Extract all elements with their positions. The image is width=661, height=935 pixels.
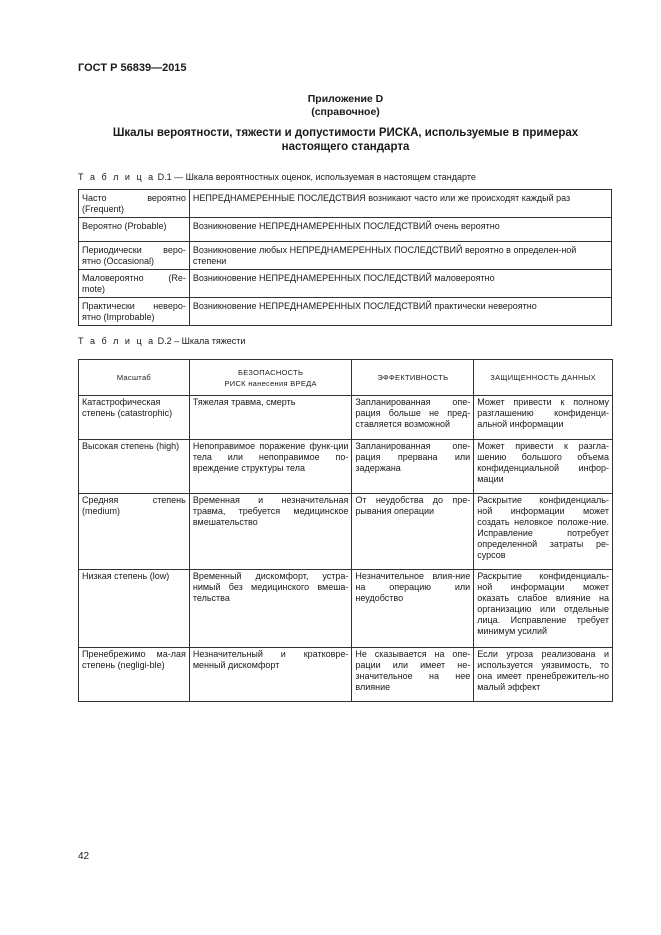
table2-caption-label: Т а б л и ц а [78, 336, 156, 346]
safety-cell: Непоправимое поражение функ-ции тела или непоправимое по-вреждение структуры тела [189, 440, 352, 494]
efficiency-cell: Незначительное влия-ние на операцию или неудобство [352, 570, 474, 648]
annex-label: Приложение D [307, 93, 384, 105]
annex-heading [78, 93, 613, 119]
column-header-safety-subtitle: РИСК нанесения ВРЕДА [224, 378, 317, 388]
page-number: 42 [78, 851, 90, 862]
table1-caption-label: Т а б л и ц а [78, 172, 156, 182]
severity-scale-table [78, 359, 613, 702]
table2-caption-text: D.2 – Шкала тяжести [157, 336, 246, 346]
section-title-line2: настоящего стандарта [281, 141, 410, 153]
safety-cell: Незначительный и кратковре-менный дискомфорт [189, 648, 352, 702]
column-header-scale: Масштаб [79, 360, 190, 396]
efficiency-cell: Запланированная опе-рация больше не пред-ставляется возможной [352, 396, 474, 440]
probability-description: НЕПРЕДНАМЕРЕННЫЕ ПОСЛЕДСТВИЯ возникают часто или же происходят каждый раз [189, 190, 611, 218]
data-protection-cell: Раскрытие конфиденциаль-ной информации может оказать слабое влияние на организацию или отдельные лица. Исправление требует минимум усилий [474, 570, 613, 648]
probability-scale-table [78, 189, 612, 326]
table1-caption-text: D.1 — Шкала вероятностных оценок, используемая в настоящем стандарте [157, 172, 476, 182]
table-row [79, 570, 613, 648]
table2-caption [78, 336, 245, 346]
table1-caption [78, 172, 476, 182]
severity-level: Катастрофическая степень (catastrophic) [79, 396, 190, 440]
data-protection-cell: Может привести к полному разглашению конфиденци-альной информации [474, 396, 613, 440]
column-header-efficiency: ЭФФЕКТИВНОСТЬ [352, 360, 474, 396]
safety-cell: Временная и незначительная травма, требуется медицинское вмешательство [189, 494, 352, 570]
table-header-row [79, 360, 613, 396]
data-protection-cell: Если угроза реализована и используется уязвимость, то она имеет пренебрежитель-но малый эффект [474, 648, 613, 702]
probability-level: Периодически веро-ятно (Occasional) [79, 242, 190, 270]
table-row [79, 298, 612, 326]
probability-description: Возникновение НЕПРЕДНАМЕРЕННЫХ ПОСЛЕДСТВИЙ маловероятно [189, 270, 611, 298]
probability-level: Вероятно (Probable) [79, 218, 190, 242]
data-protection-cell: Раскрытие конфиденциаль-ной информации может создать неловкое положе-ние. Исправление потребует определенной затраты ре-сурсов [474, 494, 613, 570]
data-protection-cell: Может привести к разгла-шению большого объема конфиденциальной инфор-мации [474, 440, 613, 494]
section-title-line1: Шкалы вероятности, тяжести и допустимости РИСКА, используемые в примерах [112, 127, 579, 139]
probability-description: Возникновение НЕПРЕДНАМЕРЕННЫХ ПОСЛЕДСТВИЙ очень вероятно [189, 218, 611, 242]
column-header-safety-title: БЕЗОПАСНОСТЬ [238, 367, 304, 377]
efficiency-cell: Запланированная опе-рация прервана или задержана [352, 440, 474, 494]
column-header-safety [189, 360, 352, 396]
column-header-data-protection: ЗАЩИЩЕННОСТЬ ДАННЫХ [474, 360, 613, 396]
document-id: ГОСТ Р 56839—2015 [78, 62, 187, 74]
table-row [79, 396, 613, 440]
table-row [79, 218, 612, 242]
table-row [79, 242, 612, 270]
efficiency-cell: Не сказывается на опе-рации или имеет не-значительное на нее влияние [352, 648, 474, 702]
severity-level: Высокая степень (high) [79, 440, 190, 494]
probability-level: Практически неверо-ятно (Improbable) [79, 298, 190, 326]
severity-level: Средняя степень (medium) [79, 494, 190, 570]
safety-cell: Тяжелая травма, смерть [189, 396, 352, 440]
probability-level: Маловероятно (Re-mote) [79, 270, 190, 298]
table-row [79, 440, 613, 494]
severity-level: Низкая степень (low) [79, 570, 190, 648]
efficiency-cell: От неудобства до пре-рывания операции [352, 494, 474, 570]
section-title [78, 126, 613, 154]
annex-type: (справочное) [311, 106, 380, 118]
table-row [79, 494, 613, 570]
severity-level: Пренебрежимо ма-лая степень (negligi-ble) [79, 648, 190, 702]
table-row [79, 270, 612, 298]
probability-description: Возникновение НЕПРЕДНАМЕРЕННЫХ ПОСЛЕДСТВИЙ практически невероятно [189, 298, 611, 326]
table-row [79, 190, 612, 218]
table-row [79, 648, 613, 702]
safety-cell: Временный дискомфорт, устра-нимый без медицинского вмеша-тельства [189, 570, 352, 648]
probability-level: Часто вероятно (Frequent) [79, 190, 190, 218]
probability-description: Возникновение любых НЕПРЕДНАМЕРЕННЫХ ПОСЛЕДСТВИЙ вероятно в определен-ной степени [189, 242, 611, 270]
